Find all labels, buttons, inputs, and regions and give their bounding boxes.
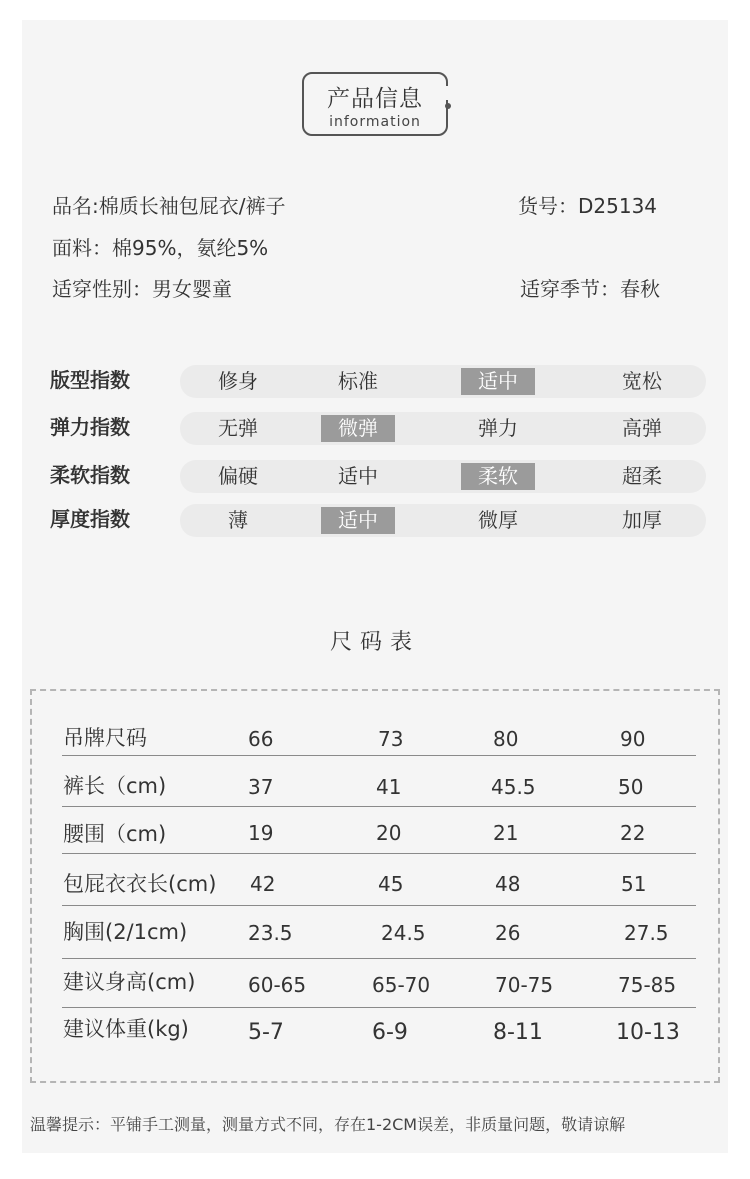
- size-cell: 66: [248, 727, 274, 751]
- size-row-label: 建议身高(cm): [63, 970, 196, 994]
- size-row-label: 包屁衣衣长(cm): [63, 872, 217, 896]
- size-cell: 27.5: [624, 921, 669, 945]
- index-option-selected: 适中: [321, 507, 395, 534]
- index-option: 标准: [338, 369, 378, 393]
- size-row-label: 裤长（cm): [63, 774, 167, 798]
- index-option: 超柔: [622, 464, 662, 488]
- index-option: 修身: [218, 369, 258, 393]
- footnote: 温馨提示：平铺手工测量，测量方式不同，存在1-2CM误差，非质量问题，敬请谅解: [30, 1115, 626, 1134]
- index-label: 版型指数: [50, 368, 130, 392]
- row-divider: [62, 853, 696, 854]
- index-option-selected: 微弹: [321, 415, 395, 442]
- index-label: 弹力指数: [50, 415, 130, 439]
- size-cell: 51: [621, 872, 647, 896]
- index-bar: [180, 412, 706, 445]
- row-divider: [62, 755, 696, 756]
- index-bar: [180, 365, 706, 398]
- product-season: 适穿季节：春秋: [520, 277, 660, 301]
- index-option: 加厚: [622, 508, 662, 532]
- index-bar: [180, 460, 706, 493]
- size-row-label: 胸围(2/1cm): [63, 920, 188, 944]
- index-bar: [180, 504, 706, 537]
- row-divider: [62, 1007, 696, 1008]
- size-cell: 50: [618, 775, 644, 799]
- index-label: 厚度指数: [50, 507, 130, 531]
- size-row-label: 腰围（cm): [63, 822, 167, 846]
- row-divider: [62, 905, 696, 906]
- section-title-badge: [302, 72, 448, 136]
- index-option: 微厚: [478, 508, 518, 532]
- index-option: 偏硬: [218, 464, 258, 488]
- size-row-label: 吊牌尺码: [63, 726, 147, 750]
- size-cell: 22: [620, 821, 646, 845]
- product-name: 品名:棉质长袖包屁衣/裤子: [52, 194, 286, 218]
- index-option-selected: 柔软: [461, 463, 535, 490]
- size-cell: 26: [495, 921, 521, 945]
- size-cell: 42: [250, 872, 276, 896]
- size-cell: 21: [493, 821, 519, 845]
- size-cell: 73: [378, 727, 404, 751]
- section-title: 产品信息: [327, 86, 423, 112]
- index-option: 适中: [338, 464, 378, 488]
- product-gender: 适穿性别：男女婴童: [52, 277, 232, 301]
- index-option: 宽松: [622, 369, 662, 393]
- size-cell: 70-75: [495, 973, 554, 997]
- section-subtitle: information: [329, 114, 421, 130]
- size-cell: 90: [620, 727, 646, 751]
- size-cell: 45.5: [491, 775, 536, 799]
- size-cell: 41: [376, 775, 402, 799]
- index-option-selected: 适中: [461, 368, 535, 395]
- size-cell: 65-70: [372, 973, 431, 997]
- size-cell: 8-11: [493, 1020, 543, 1045]
- size-cell: 45: [378, 872, 404, 896]
- size-cell: 48: [495, 872, 521, 896]
- size-cell: 23.5: [248, 921, 293, 945]
- index-option: 无弹: [218, 416, 258, 440]
- size-cell: 24.5: [381, 921, 426, 945]
- size-cell: 60-65: [248, 973, 307, 997]
- size-cell: 10-13: [616, 1020, 680, 1045]
- index-option: 薄: [228, 508, 248, 532]
- size-cell: 80: [493, 727, 519, 751]
- size-cell: 19: [248, 821, 274, 845]
- size-cell: 5-7: [248, 1020, 284, 1045]
- size-row-label: 建议体重(kg): [63, 1017, 189, 1041]
- product-material: 面料：棉95%，氨纶5%: [52, 236, 269, 260]
- size-cell: 75-85: [618, 973, 677, 997]
- size-cell: 37: [248, 775, 274, 799]
- index-label: 柔软指数: [50, 463, 130, 487]
- size-cell: 6-9: [372, 1020, 408, 1045]
- row-divider: [62, 958, 696, 959]
- size-chart-title: 尺码表: [329, 630, 420, 655]
- row-divider: [62, 806, 696, 807]
- index-option: 高弹: [622, 416, 662, 440]
- index-option: 弹力: [478, 416, 518, 440]
- size-cell: 20: [376, 821, 402, 845]
- product-sku: 货号：D25134: [518, 194, 658, 218]
